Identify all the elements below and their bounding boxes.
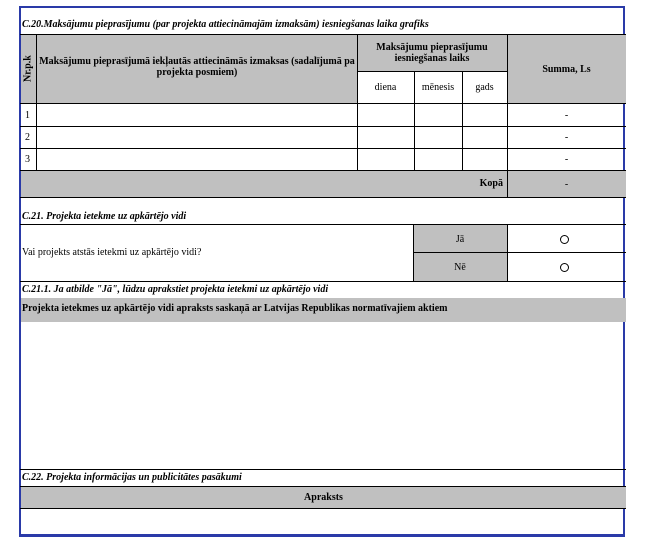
grid-line: [20, 486, 626, 487]
radio-no[interactable]: [560, 263, 569, 272]
section-c211-title: C.21.1. Ja atbilde "Jā", lūdzu aprakstiet projekta ietekmi uz apkārtējo vidi: [22, 284, 329, 295]
row-2-expenses-field[interactable]: [37, 126, 357, 148]
row-1-year-field[interactable]: [462, 104, 507, 126]
grid-line: [357, 34, 358, 171]
row-1-expenses-field[interactable]: [37, 104, 357, 126]
total-label: Kopā: [479, 178, 503, 189]
row-3-day-field[interactable]: [357, 148, 414, 170]
grid-line: [507, 34, 508, 198]
grid-line: [20, 469, 626, 470]
section-c22-title: C.22. Projekta informācijas un publicitātes pasākumi: [22, 472, 242, 483]
col-period-header: Maksājumu pieprasījumu iesniegšanas laiks: [376, 42, 488, 64]
c211-header: Projekta ietekmes uz apkārtējo vidi apraksts saskaņā ar Latvijas Republikas normatīvajiem aktiem: [22, 303, 448, 314]
publicity-description-field[interactable]: [21, 509, 626, 533]
grid-line: [20, 281, 626, 282]
grid-line: [20, 126, 626, 127]
grid-line: [413, 224, 414, 281]
col-expenses-header: Maksājumu pieprasījumā iekļautās attiecināmās izmaksas (sadalījumā pa projekta posmiem): [39, 56, 355, 78]
row-1-day-field[interactable]: [357, 104, 414, 126]
row-3-sum: -: [564, 153, 569, 165]
row-3-year-field[interactable]: [462, 148, 507, 170]
grid-line: [20, 34, 626, 35]
col-month-header: mēnesis: [421, 81, 455, 93]
option-no-label: Nē: [454, 261, 466, 273]
grid-line: [462, 71, 463, 171]
c22-header-bg: [21, 486, 626, 508]
row-1-nr: 1: [25, 110, 30, 121]
row-1-sum: -: [564, 109, 569, 121]
grid-line: [414, 71, 415, 171]
col-day-header: diena: [374, 81, 397, 93]
form-frame-bottom: [19, 534, 625, 537]
row-2-sum: -: [564, 131, 569, 143]
row-2-month-field[interactable]: [414, 126, 462, 148]
grid-line: [357, 71, 507, 72]
c22-header: Apraksts: [304, 491, 343, 503]
row-3-expenses-field[interactable]: [37, 148, 357, 170]
impact-description-field[interactable]: [21, 323, 626, 468]
row-2-nr: 2: [25, 132, 30, 143]
grid-line: [36, 34, 37, 171]
total-value: -: [564, 178, 569, 190]
row-3-month-field[interactable]: [414, 148, 462, 170]
radio-yes[interactable]: [560, 235, 569, 244]
option-yes-label: Jā: [455, 233, 465, 245]
row-2-day-field[interactable]: [357, 126, 414, 148]
grid-line: [20, 170, 626, 171]
col-year-header: gads: [475, 81, 494, 93]
section-c20-title: C.20.Maksājumu pieprasījumu (par projekta attiecināmajām izmaksām) iesniegšanas laika grafiks: [22, 19, 429, 30]
grid-line: [413, 252, 626, 253]
grid-line: [20, 148, 626, 149]
grid-line: [20, 103, 626, 104]
col-nr-header: Nr.p.k: [22, 55, 34, 83]
grid-line: [20, 197, 626, 198]
grid-line: [20, 224, 626, 225]
grid-line: [507, 224, 508, 281]
row-2-year-field[interactable]: [462, 126, 507, 148]
impact-question: Vai projekts atstās ietekmi uz apkārtējo vidi?: [22, 247, 202, 258]
row-1-month-field[interactable]: [414, 104, 462, 126]
col-sum-header: Summa, Ls: [542, 63, 591, 75]
section-c21-title: C.21. Projekta ietekme uz apkārtējo vidi: [22, 211, 187, 222]
row-3-nr: 3: [25, 154, 30, 165]
